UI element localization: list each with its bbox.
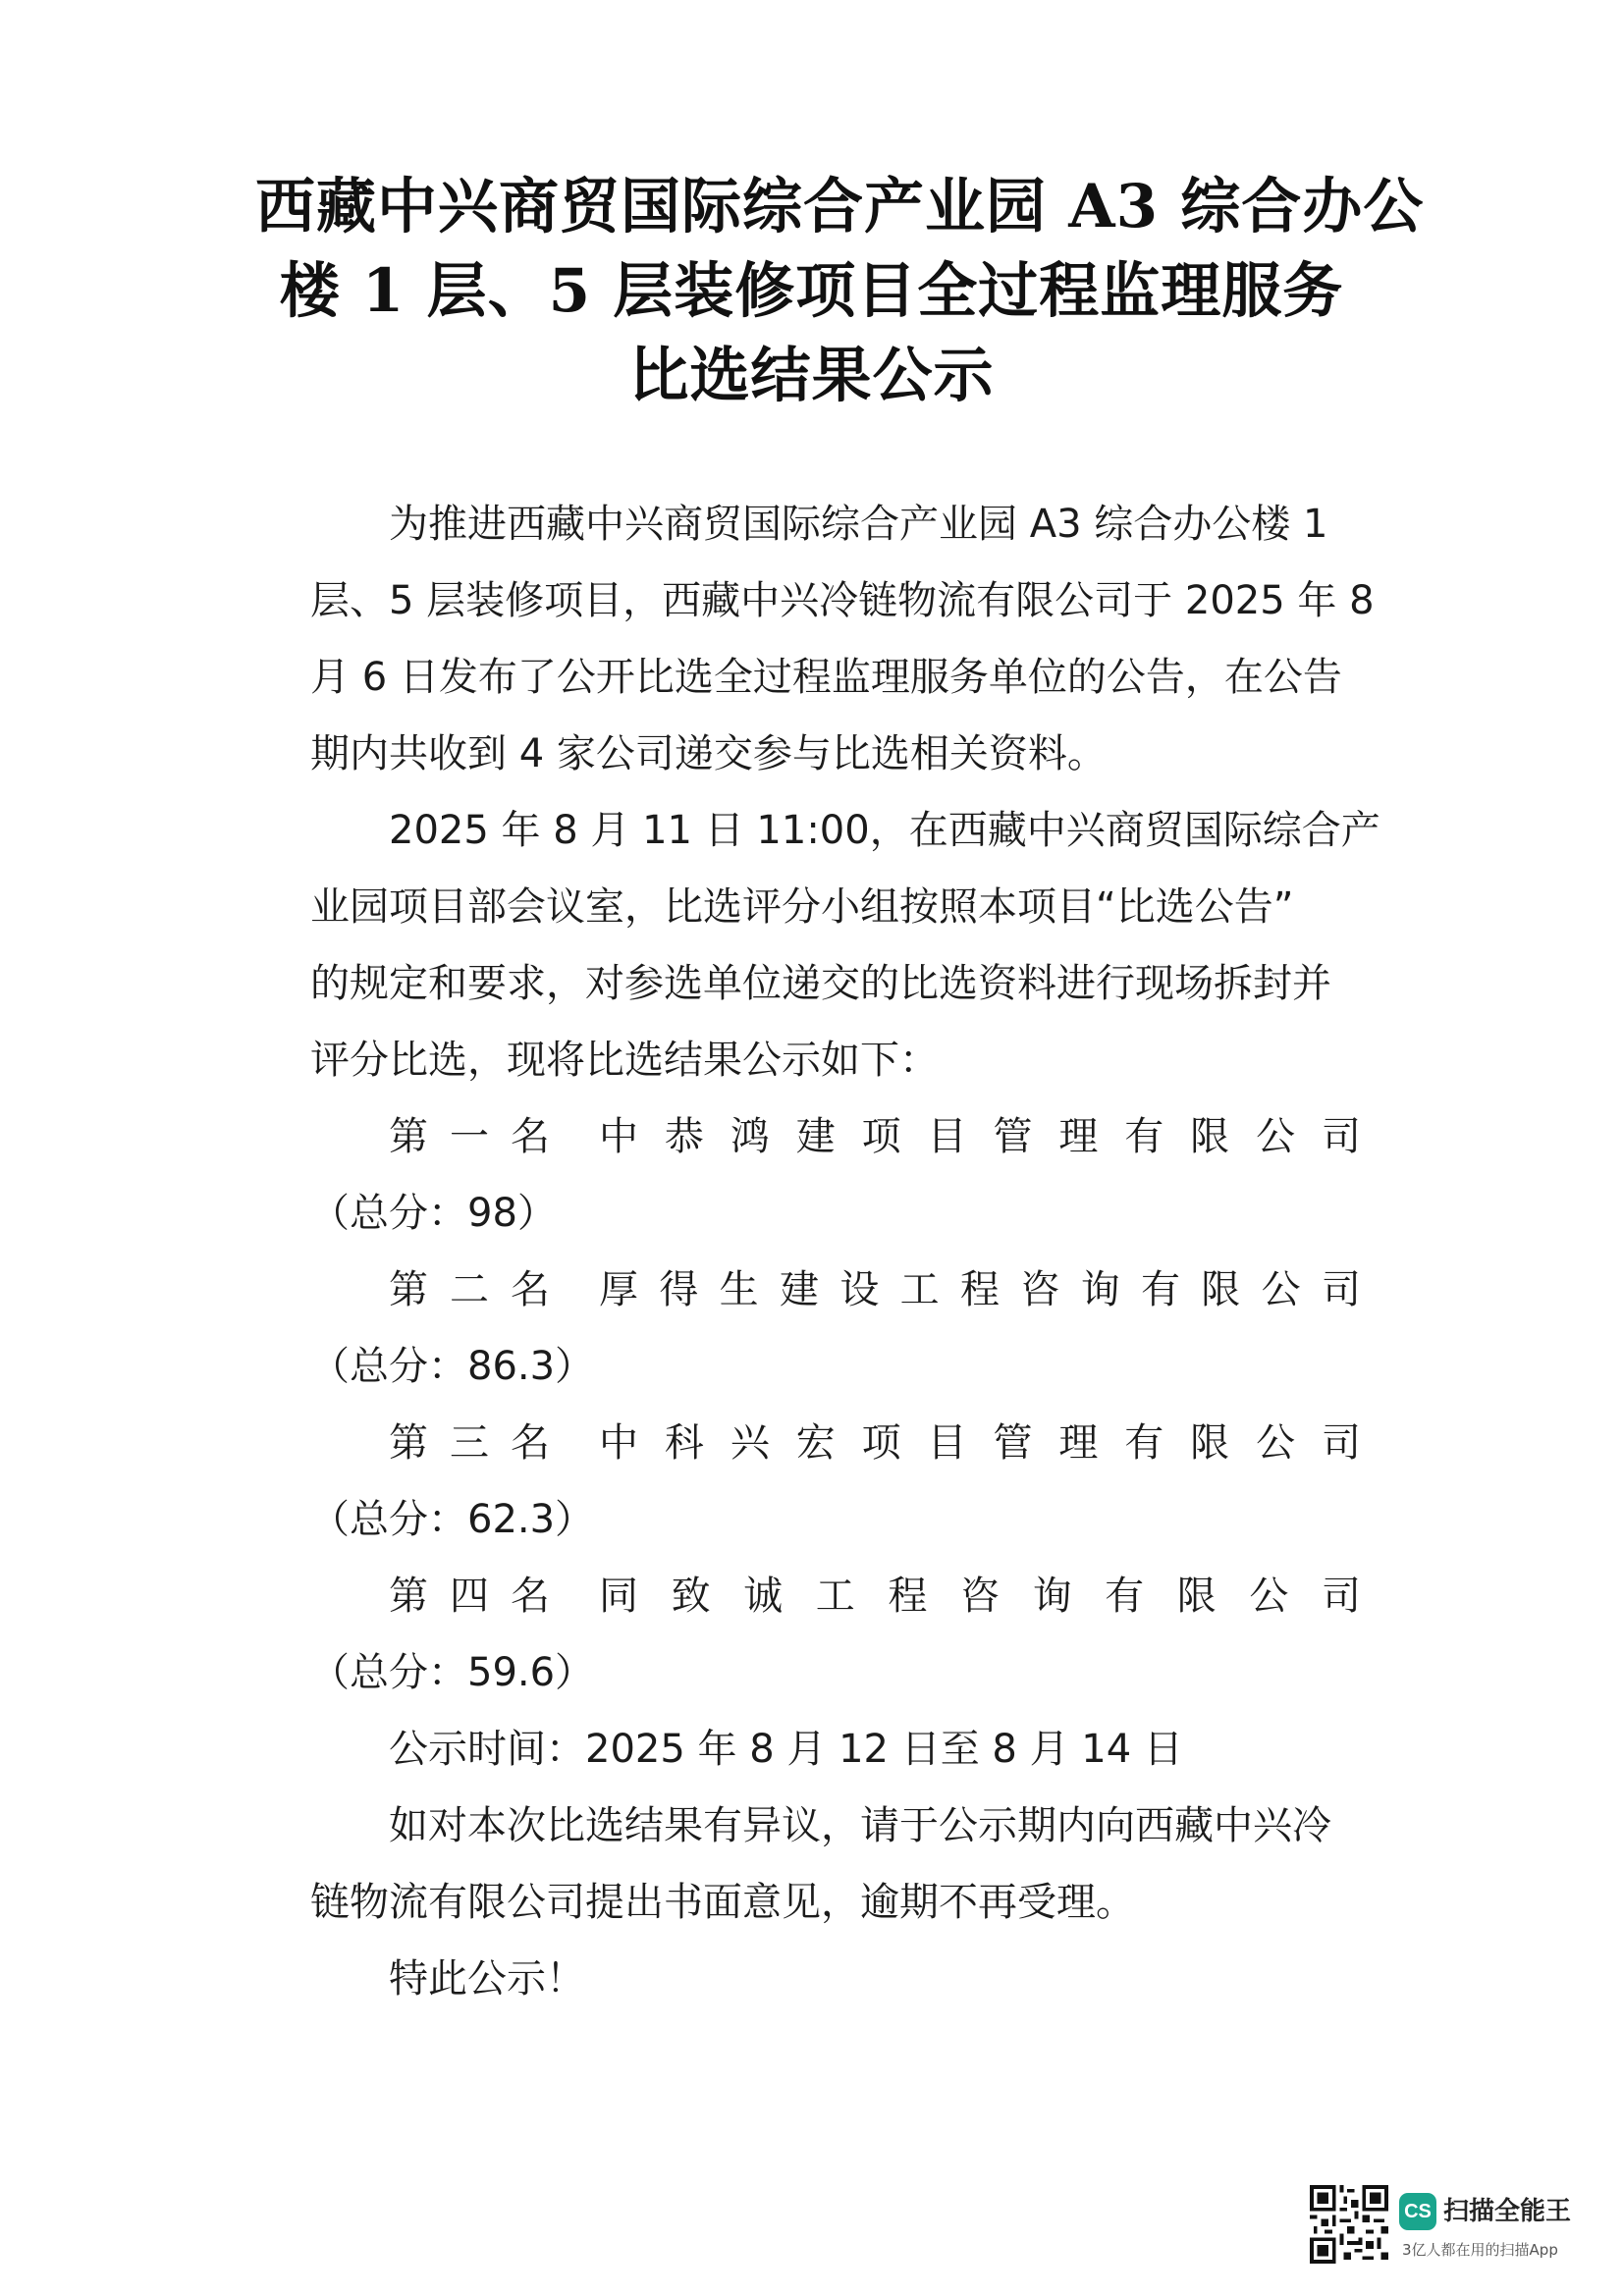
title-line-2: 楼 1 层、5 层装修项目全过程监理服务 [279,256,1344,326]
watermark-app-name: 扫描全能王 [1443,2197,1572,2226]
total-score: （总分：86.3） [310,1344,595,1389]
company-name: 中 科 兴 宏 项 目 管 理 有 限 公 司 [599,1420,1361,1466]
title-line-3: 比选结果公示 [628,341,995,410]
result-row [310,1405,1361,1481]
paragraph-line: 的规定和要求，对参选单位递交的比选资料进行现场拆封并 [310,961,1331,1006]
document-title [255,165,1425,418]
company-name: 厚 得 生 建 设 工 程 咨 询 有 限 公 司 [599,1267,1361,1312]
company-name: 同 致 诚 工 程 咨 询 有 限 公 司 [599,1574,1361,1619]
paragraph-line: 如对本次比选结果有异议，请于公示期内向西藏中兴冷 [389,1803,1331,1848]
rank-label: 第 二 名 [389,1267,550,1312]
paragraph-line: 月 6 日发布了公开比选全过程监理服务单位的公告，在公告 [310,655,1342,700]
title-line-1: 西藏中兴商贸国际综合产业园 A3 综合办公 [255,172,1425,241]
company-name: 中 恭 鸿 建 项 目 管 理 有 限 公 司 [599,1114,1361,1159]
paragraph-line: 期内共收到 4 家公司递交参与比选相关资料。 [310,731,1107,776]
paragraph-objection [310,1788,1361,1941]
result-row [310,1558,1361,1634]
paragraph-line: 为推进西藏中兴商贸国际综合产业园 A3 综合办公楼 1 [389,502,1328,547]
result-row [310,1252,1361,1328]
results-list [310,1098,1361,1711]
paragraph-evaluation [310,792,1380,1098]
document-body [310,486,1380,2017]
paragraph-line: 业园项目部会议室，比选评分小组按照本项目“比选公告” [310,884,1294,930]
total-score: （总分：59.6） [310,1650,595,1695]
rank-label: 第 一 名 [389,1114,550,1159]
rank-label: 第 四 名 [389,1574,550,1619]
paragraph-line: 2025 年 8 月 11 日 11:00，在西藏中兴商贸国际综合产 [389,808,1380,853]
paragraph-announcement [310,486,1375,792]
total-score: （总分：62.3） [310,1497,595,1542]
publicity-time: 公示时间：2025 年 8 月 12 日至 8 月 14 日 [389,1727,1183,1772]
rank-label: 第 三 名 [389,1420,550,1466]
paragraph-line: 层、5 层装修项目，西藏中兴冷链物流有限公司于 2025 年 8 [310,578,1375,623]
paragraph-line: 评分比选，现将比选结果公示如下： [310,1038,939,1083]
camscanner-logo-icon: CS [1399,2193,1436,2230]
total-score: （总分：98） [310,1191,557,1236]
closing-text: 特此公示！ [389,1956,585,2002]
watermark-tagline: 3亿人都在用的扫描App [1402,2241,1558,2259]
paragraph-line: 链物流有限公司提出书面意见，逾期不再受理。 [310,1880,1135,1925]
qr-code-icon [1310,2185,1388,2264]
result-row [310,1098,1361,1175]
